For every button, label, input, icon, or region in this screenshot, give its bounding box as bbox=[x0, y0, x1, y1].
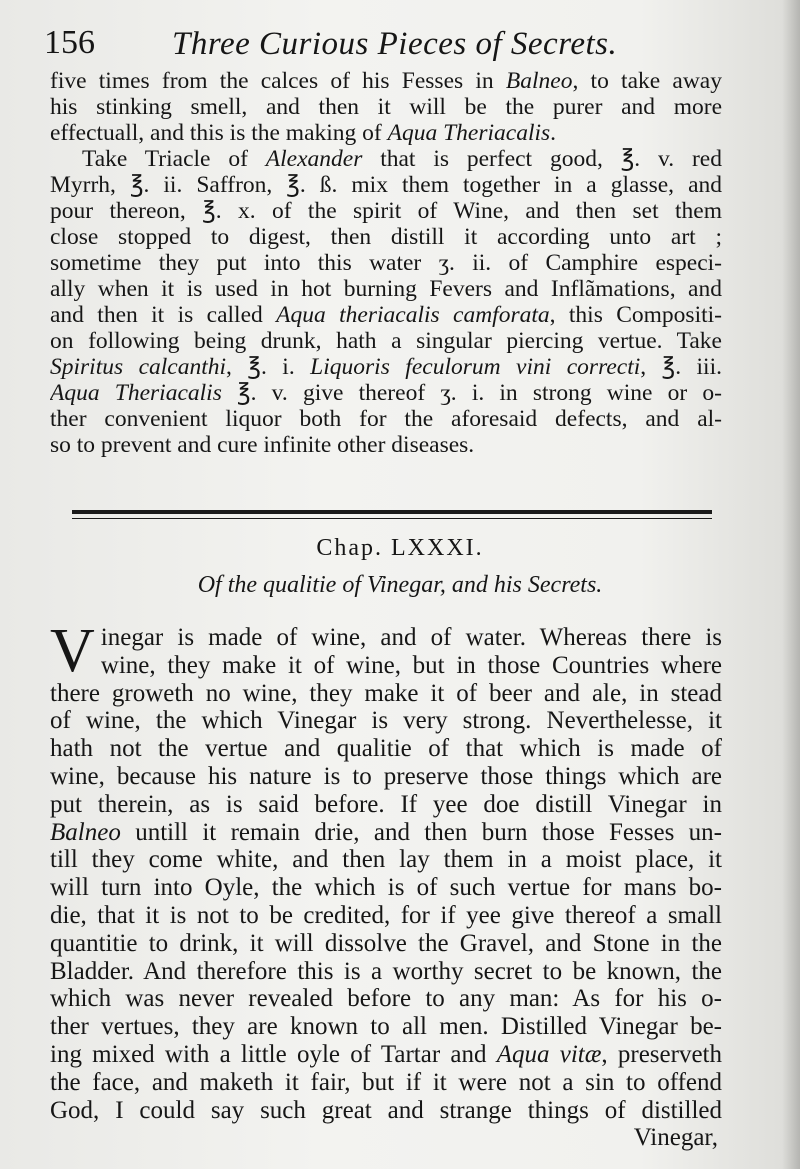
text-line: ther convenient liquor both for the aforesaid defects, and al- bbox=[50, 406, 722, 432]
section-divider-thin bbox=[72, 518, 712, 519]
text-line: pour thereon, ℥. x. of the spirit of Wine, and then set them bbox=[50, 198, 722, 224]
chapter-subtitle: Of the qualitie of Vinegar, and his Secrets. bbox=[197, 572, 603, 598]
running-title: Three Curious Pieces of Secrets. bbox=[172, 26, 618, 62]
text-line: ther vertues, they are known to all men. Distilled Vinegar be- bbox=[50, 1013, 722, 1041]
text-line: of wine, the which Vinegar is very strong. Neverthelesse, it bbox=[50, 707, 722, 735]
text-line: which was never revealed before to any man: As for his o- bbox=[50, 985, 722, 1013]
drop-cap: V bbox=[50, 617, 95, 685]
text-line: Bladder. And therefore this is a worthy secret to be known, the bbox=[50, 957, 722, 985]
text-line: die, that it is not to be credited, for if yee give thereof a small bbox=[50, 901, 722, 929]
text-line: sometime they put into this water ʒ. ii. of Camphire especi- bbox=[50, 250, 722, 276]
paragraph-1 bbox=[50, 68, 722, 146]
text-line: ally when it is used in hot burning Fevers and Inflãmations, and bbox=[50, 276, 722, 302]
text-line: till they come white, and then lay them in a moist place, it bbox=[50, 846, 722, 874]
text-line: so to prevent and cure infinite other diseases. bbox=[50, 432, 475, 458]
text-line: and then it is called Aqua theriacalis camforata, this Compositi- bbox=[50, 302, 722, 328]
text-line: effectuall, and this is the making of Aqua Theriacalis. bbox=[50, 120, 557, 146]
catchword: Vinegar, bbox=[633, 1124, 718, 1151]
text-line: put therein, as is said before. If yee doe distill Vinegar in bbox=[50, 790, 722, 818]
text-line: there groweth no wine, they make it of beer and ale, in stead bbox=[50, 679, 722, 707]
text-line: wine, they make it of wine, but in those Countries where bbox=[100, 651, 722, 679]
text-line: quantitie to drink, it will dissolve the Gravel, and Stone in the bbox=[50, 929, 722, 957]
text-line: God, I could say such great and strange things of distilled bbox=[50, 1096, 722, 1124]
text-line: inegar is made of wine, and of water. Whereas there is bbox=[100, 624, 722, 651]
text-line: five times from the calces of his Fesses in Balneo, to take away bbox=[50, 68, 722, 94]
text-line: Aqua Theriacalis ℥. v. give thereof ʒ. i. in strong wine or o- bbox=[50, 380, 722, 406]
text-line: Balneo untill it remain drie, and then burn those Fesses un- bbox=[50, 818, 722, 846]
text-line: Spiritus calcanthi, ℥. i. Liquoris feculorum vini correcti, ℥. iii. bbox=[50, 354, 722, 380]
text-line: Myrrh, ℥. ii. Saffron, ℥. ß. mix them together in a glasse, and bbox=[50, 172, 722, 198]
page-number: 156 bbox=[44, 24, 95, 61]
text-line: his stinking smell, and then it will be the purer and more bbox=[50, 94, 722, 120]
text-line: wine, because his nature is to preserve those things which are bbox=[50, 762, 722, 790]
text-line: Take Triacle of Alexander that is perfect good, ℥. v. red bbox=[82, 146, 722, 172]
text-line: close stopped to digest, then distill it according unto art ; bbox=[50, 224, 722, 250]
page-header bbox=[40, 20, 760, 70]
text-line: hath not the vertue and qualitie of that which is made of bbox=[50, 735, 722, 763]
text-line: the face, and maketh it fair, but if it were not a sin to offend bbox=[50, 1068, 722, 1096]
section-divider bbox=[72, 510, 712, 514]
text-line: on following being drunk, hath a singular piercing vertue. Take bbox=[50, 328, 722, 354]
paragraph-2 bbox=[50, 146, 722, 458]
paragraph-3 bbox=[50, 617, 722, 1124]
text-line: will turn into Oyle, the which is of such vertue for mans bo- bbox=[50, 874, 722, 902]
chapter-heading: Chap. LXXXI. bbox=[316, 535, 484, 561]
text-line: ing mixed with a little oyle of Tartar and Aqua vitæ, preserveth bbox=[50, 1040, 722, 1068]
